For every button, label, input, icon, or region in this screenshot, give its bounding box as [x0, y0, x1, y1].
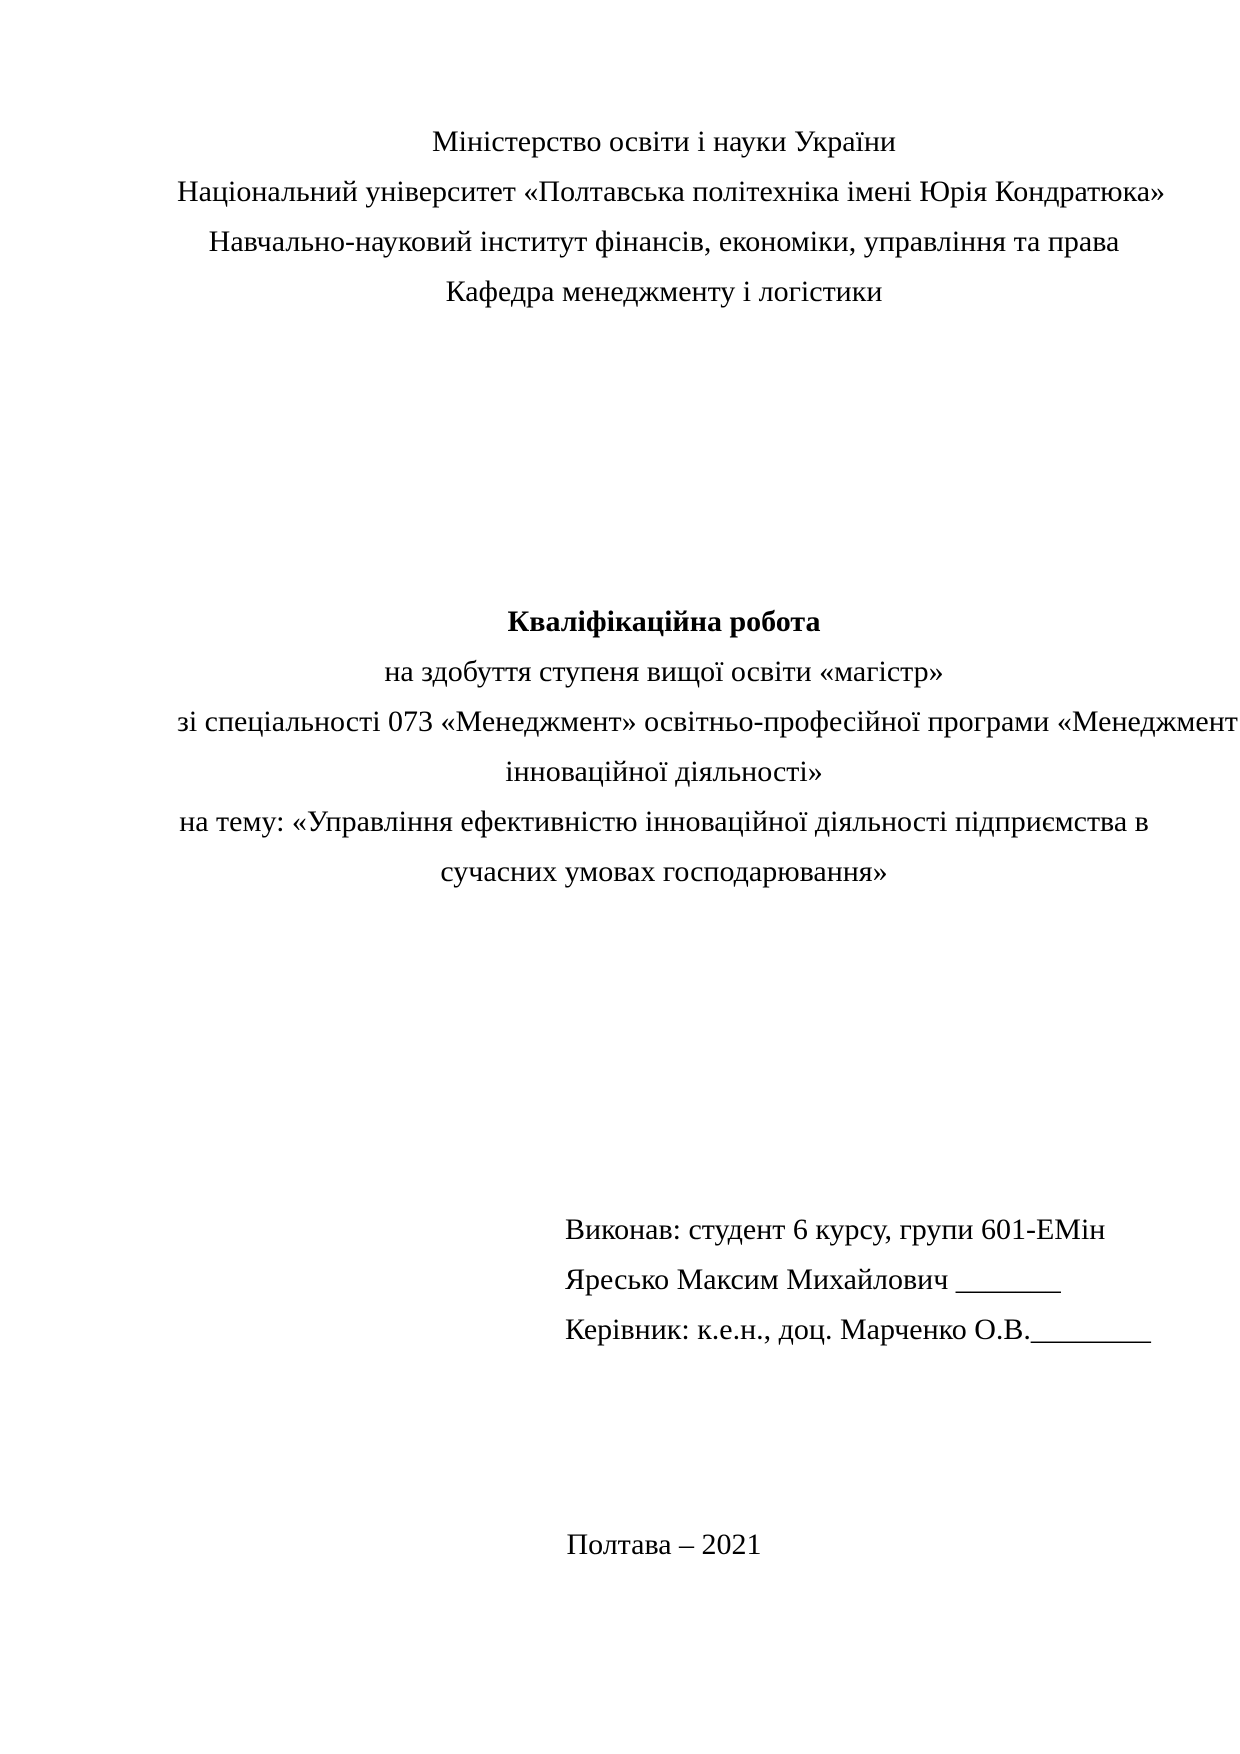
- executor-block: [565, 1205, 1151, 1355]
- topic-line-1: на тему: «Управління ефективністю інноваційної діяльності підприємства в: [179, 805, 1149, 838]
- specialty-line: зі спеціальності 073 «Менеджмент» освітньо-професійної програми «Менеджмент: [177, 705, 1238, 738]
- city-year-line: Полтава – 2021: [566, 1528, 762, 1561]
- thesis-title-block: [177, 597, 1238, 897]
- degree-line: на здобуття ступеня вищої освіти «магістр»: [384, 655, 944, 688]
- topic-line-2: сучасних умовах господарювання»: [440, 855, 888, 888]
- program-line: інноваційної діяльності»: [505, 755, 823, 788]
- ministry-line: Міністерство освіти і науки України: [431, 125, 896, 158]
- institute-line: Навчально-науковий інститут фінансів, економіки, управління та права: [208, 225, 1120, 258]
- thesis-title: Кваліфікаційна робота: [507, 605, 821, 638]
- supervisor-line: Керівник: к.е.н., доц. Марченко О.В.________: [565, 1313, 1151, 1346]
- department-line: Кафедра менеджменту і логістики: [445, 275, 883, 308]
- executor-line: Виконав: студент 6 курсу, групи 601-ЕМін: [565, 1213, 1106, 1246]
- institution-header: [177, 117, 1166, 317]
- university-line: Національний університет «Полтавська політехніка імені Юрія Кондратюка»: [177, 175, 1166, 208]
- student-name-line: Яресько Максим Михайлович _______: [565, 1263, 1061, 1296]
- city-year-footer: [177, 1520, 1151, 1570]
